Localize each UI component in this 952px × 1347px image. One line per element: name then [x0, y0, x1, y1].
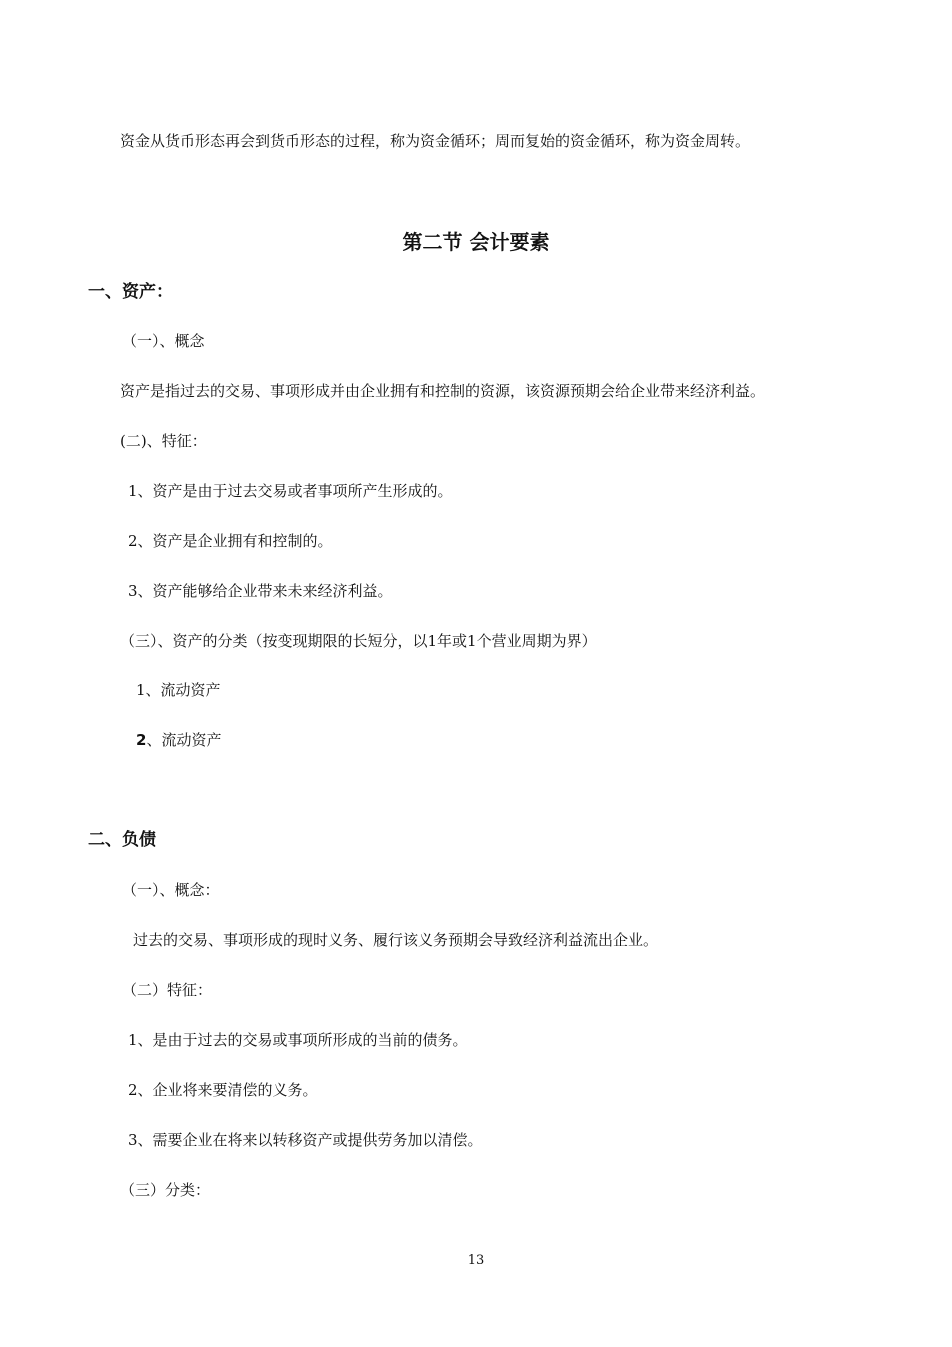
liabilities-heading: 二、负债: [88, 830, 156, 850]
assets-concept-text: 资产是指过去的交易、事项形成并由企业拥有和控制的资源，该资源预期会给企业带来经济利益。: [120, 382, 766, 400]
class-text: 、流动资产: [145, 681, 221, 699]
assets-heading: 一、资产：: [88, 282, 173, 302]
assets-feature-item: 2、资产是企业拥有和控制的。: [128, 532, 333, 550]
liabilities-features-label: （二）特征：: [122, 981, 213, 999]
assets-class-item: [136, 730, 221, 750]
assets-concept-label: （一）、概念: [122, 332, 205, 350]
intro-paragraph: 资金从货币形态再会到货币形态的过程，称为资金循环；周而复始的资金循环，称为资金周转。: [120, 132, 751, 150]
class-number: 1: [136, 681, 146, 699]
page-number: 13: [467, 1253, 485, 1268]
assets-classification-label: （三）、资产的分类（按变现期限的长短分，以1年或1个营业周期为界）: [120, 632, 597, 650]
assets-feature-item: 1、资产是由于过去交易或者事项所产生形成的。: [128, 482, 453, 500]
liabilities-concept-label: （一）、概念：: [122, 881, 220, 899]
liabilities-classification-label: （三）分类：: [120, 1181, 211, 1199]
assets-features-label: (二)、特征：: [120, 432, 207, 450]
assets-feature-item: 3、资产能够给企业带来未来经济利益。: [128, 582, 393, 600]
assets-class-item: [136, 680, 221, 700]
liabilities-feature-item: 3、需要企业在将来以转移资产或提供劳务加以清偿。: [128, 1131, 483, 1149]
class-text: 、流动资产: [146, 731, 222, 749]
section-title: 第二节 会计要素: [402, 230, 550, 254]
class-number: 2: [136, 731, 147, 749]
liabilities-feature-item: 1、是由于过去的交易或事项所形成的当前的债务。: [128, 1031, 468, 1049]
liabilities-feature-item: 2、企业将来要清偿的义务。: [128, 1081, 318, 1099]
liabilities-concept-text: 过去的交易、事项形成的现时义务、履行该义务预期会导致经济利益流出企业。: [133, 931, 659, 949]
